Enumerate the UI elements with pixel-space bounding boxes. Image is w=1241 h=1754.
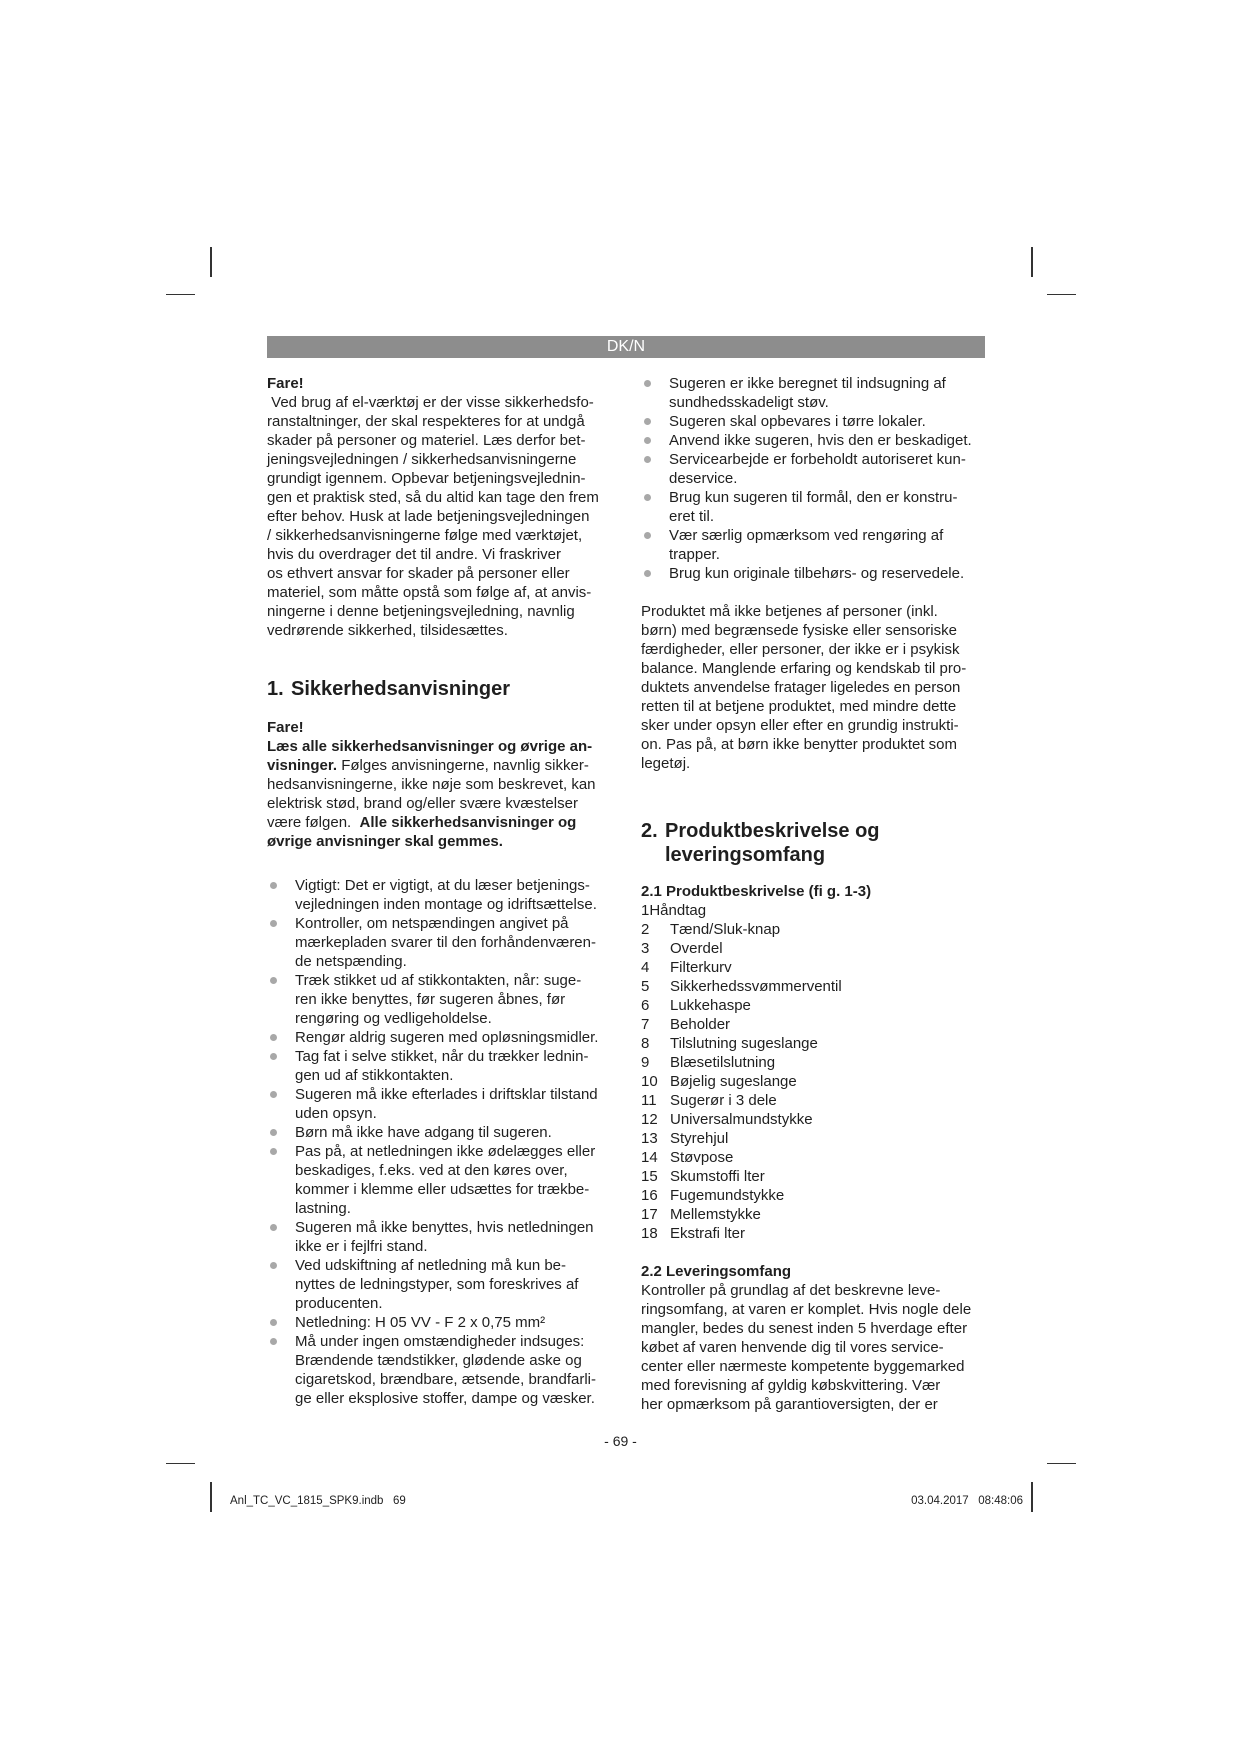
list-item: 14 Støvpose xyxy=(641,1149,734,1166)
list-item: 17 Mellemstykke xyxy=(641,1206,761,1223)
list-item: Sugeren er ikke beregnet til indsugning af sundhedsskadeligt støv. xyxy=(641,374,991,412)
list-item: 2 Tænd/Sluk-knap xyxy=(641,921,781,938)
list-item: 10 Bøjelig sugeslange xyxy=(641,1073,797,1090)
list-item: 5 Sikkerhedssvømmerventil xyxy=(641,978,842,995)
subsection-2-1-title: 2.1 Produktbeskrivelse (fi g. 1-3) xyxy=(641,883,872,900)
footer-timestamp: 03.04.2017 08:48:06 xyxy=(911,1495,1023,1507)
crop-mark xyxy=(1047,1463,1076,1464)
left-column xyxy=(267,374,612,1408)
section-1-heading: 1. Sikkerhedsanvisninger xyxy=(267,678,510,700)
safety-bullet-list-continued xyxy=(641,374,991,583)
page-number: - 69 - xyxy=(604,1433,637,1449)
parts-list xyxy=(641,901,991,1243)
list-item: Brug kun originale tilbehørs- og reservedele. xyxy=(641,564,991,583)
intro-paragraph: Ved brug af el-værktøj er der visse sikkerhedsfo- ranstaltninger, der skal respekteres for at undgå skader på personer og materiel. Læs derfor bet- jeningsvejledningen / sikkerhedsanvisningerne grundigt igennem. Opbevar betjeningsvejlednin- gen et praktisk sted, så du altid kan tage den frem efter behov. Husk at lade betjeningsvejledningen / sikkerhedsanvisningerne følge med værktøjet, hvis du overdrager det til andre. Vi fraskriver os ethvert ansvar for skader på personer eller materiel, som måtte opstå som følge af, at anvis- ningerne i denne betjeningsvejledning, navnlig vedrørende sikkerhed, tilsidesættes. xyxy=(267,394,599,639)
footer-file-name: Anl_TC_VC_1815_SPK9.indb 69 xyxy=(230,1495,406,1507)
list-item: 11 Sugerør i 3 dele xyxy=(641,1092,777,1109)
list-item: Netledning: H 05 VV - F 2 x 0,75 mm² xyxy=(267,1313,612,1332)
list-item: 16 Fugemundstykke xyxy=(641,1187,785,1204)
list-item: 1 Håndtag xyxy=(641,902,707,919)
list-item: Anvend ikke sugeren, hvis den er beskadiget. xyxy=(641,431,991,450)
subsection-2-2-title: 2.2 Leveringsomfang xyxy=(641,1263,792,1280)
delivery-paragraph: Kontroller på grundlag af det beskrevne leve- ringsomfang, at varen er komplet. Hvis nogle dele mangler, bedes du senest inden 5 hverdage efter købet af varen henvende dig til vores service- center eller nærmeste kompetente byggemarked med forevisning af gyldig købskvittering. Vær her opmærksom på garantioversigten, der er xyxy=(641,1282,972,1413)
language-header: DK/N xyxy=(267,336,985,358)
crop-mark xyxy=(1031,247,1033,277)
crop-mark xyxy=(166,294,195,295)
list-item: Rengør aldrig sugeren med opløsningsmidler. xyxy=(267,1028,612,1047)
list-item: 18 Ekstrafi lter xyxy=(641,1225,746,1242)
list-item: Tag fat i selve stikket, når du trækker lednin- gen ud af stikkontakten. xyxy=(267,1047,612,1085)
list-item: Pas på, at netledningen ikke ødelægges eller beskadiges, f.eks. ved at den køres over, kommer i klemme eller udsættes for trækbe- lastning. xyxy=(267,1142,612,1218)
right-column xyxy=(641,374,991,1414)
list-item: Sugeren må ikke benyttes, hvis netledningen ikke er i fejlfri stand. xyxy=(267,1218,612,1256)
list-item: 6 Lukkehaspe xyxy=(641,997,751,1014)
list-item: Sugeren skal opbevares i tørre lokaler. xyxy=(641,412,991,431)
list-item: Vigtigt: Det er vigtigt, at du læser betjenings- vejledningen inden montage og idriftsættelse. xyxy=(267,876,612,914)
crop-mark xyxy=(166,1463,195,1464)
list-item: Brug kun sugeren til formål, den er konstru- eret til. xyxy=(641,488,991,526)
crop-mark xyxy=(210,1482,212,1512)
list-item: 7 Beholder xyxy=(641,1016,731,1033)
safety-bullet-list xyxy=(267,876,612,1408)
section-2-heading: 2. Produktbeskrivelse og leveringsomfang xyxy=(641,820,880,866)
list-item: Må under ingen omstændigheder indsuges: Brændende tændstikker, glødende aske og cigaretskod, brændbare, ætsende, brandfarli- ge eller eksplosive stoffer, dampe og væsker. xyxy=(267,1332,612,1408)
list-item: 13 Styrehjul xyxy=(641,1130,729,1147)
list-item: 15 Skumstoffi lter xyxy=(641,1168,765,1185)
list-item: Sugeren må ikke efterlades i driftsklar tilstand uden opsyn. xyxy=(267,1085,612,1123)
section-1-danger: Fare! xyxy=(267,719,304,736)
list-item: 4 Filterkurv xyxy=(641,959,732,976)
list-item: 3 Overdel xyxy=(641,940,723,957)
intro-danger-title: Fare! xyxy=(267,375,304,392)
list-item: 8 Tilslutning sugeslange xyxy=(641,1035,818,1052)
children-warning-paragraph: Produktet må ikke betjenes af personer (inkl. børn) med begrænsede fysiske eller sensoriske færdigheder, eller personer, der ikke er i psykisk balance. Manglende erfaring og kendskab til pro- duktets anvendelse fratager ligeledes en person retten til at betjene produktet, med mindre dette sker under opsyn eller efter en grundig instrukti- on. Pas på, at børn ikke benytter produktet som legetøj. xyxy=(641,603,967,772)
list-item: Servicearbejde er forbeholdt autoriseret kun- deservice. xyxy=(641,450,991,488)
crop-mark xyxy=(1031,1482,1033,1512)
list-item: Ved udskiftning af netledning må kun be- nyttes de ledningstyper, som foreskrives af producenten. xyxy=(267,1256,612,1313)
crop-mark xyxy=(1047,294,1076,295)
list-item: Kontroller, om netspændingen angivet på mærkepladen svarer til den forhåndenværen- de netspænding. xyxy=(267,914,612,971)
list-item: 9 Blæsetilslutning xyxy=(641,1054,776,1071)
list-item: Træk stikket ud af stikkontakten, når: suge- ren ikke benyttes, før sugeren åbnes, før rengøring og vedligeholdelse. xyxy=(267,971,612,1028)
list-item: 12 Universalmundstykke xyxy=(641,1111,813,1128)
section-1-warning: Læs alle sikkerhedsanvisninger og øvrige an- visninger. Følges anvisningerne, navnlig sikker- hedsanvisningerne, ikke nøje som beskrevet, kan elektrisk stød, brand og/eller svære kvæstelser være følgen. Alle sikkerhedsanvisninger og øvrige anvisninger skal gemmes. xyxy=(267,738,596,850)
crop-mark xyxy=(210,247,212,277)
list-item: Børn må ikke have adgang til sugeren. xyxy=(267,1123,612,1142)
list-item: Vær særlig opmærksom ved rengøring af trapper. xyxy=(641,526,991,564)
